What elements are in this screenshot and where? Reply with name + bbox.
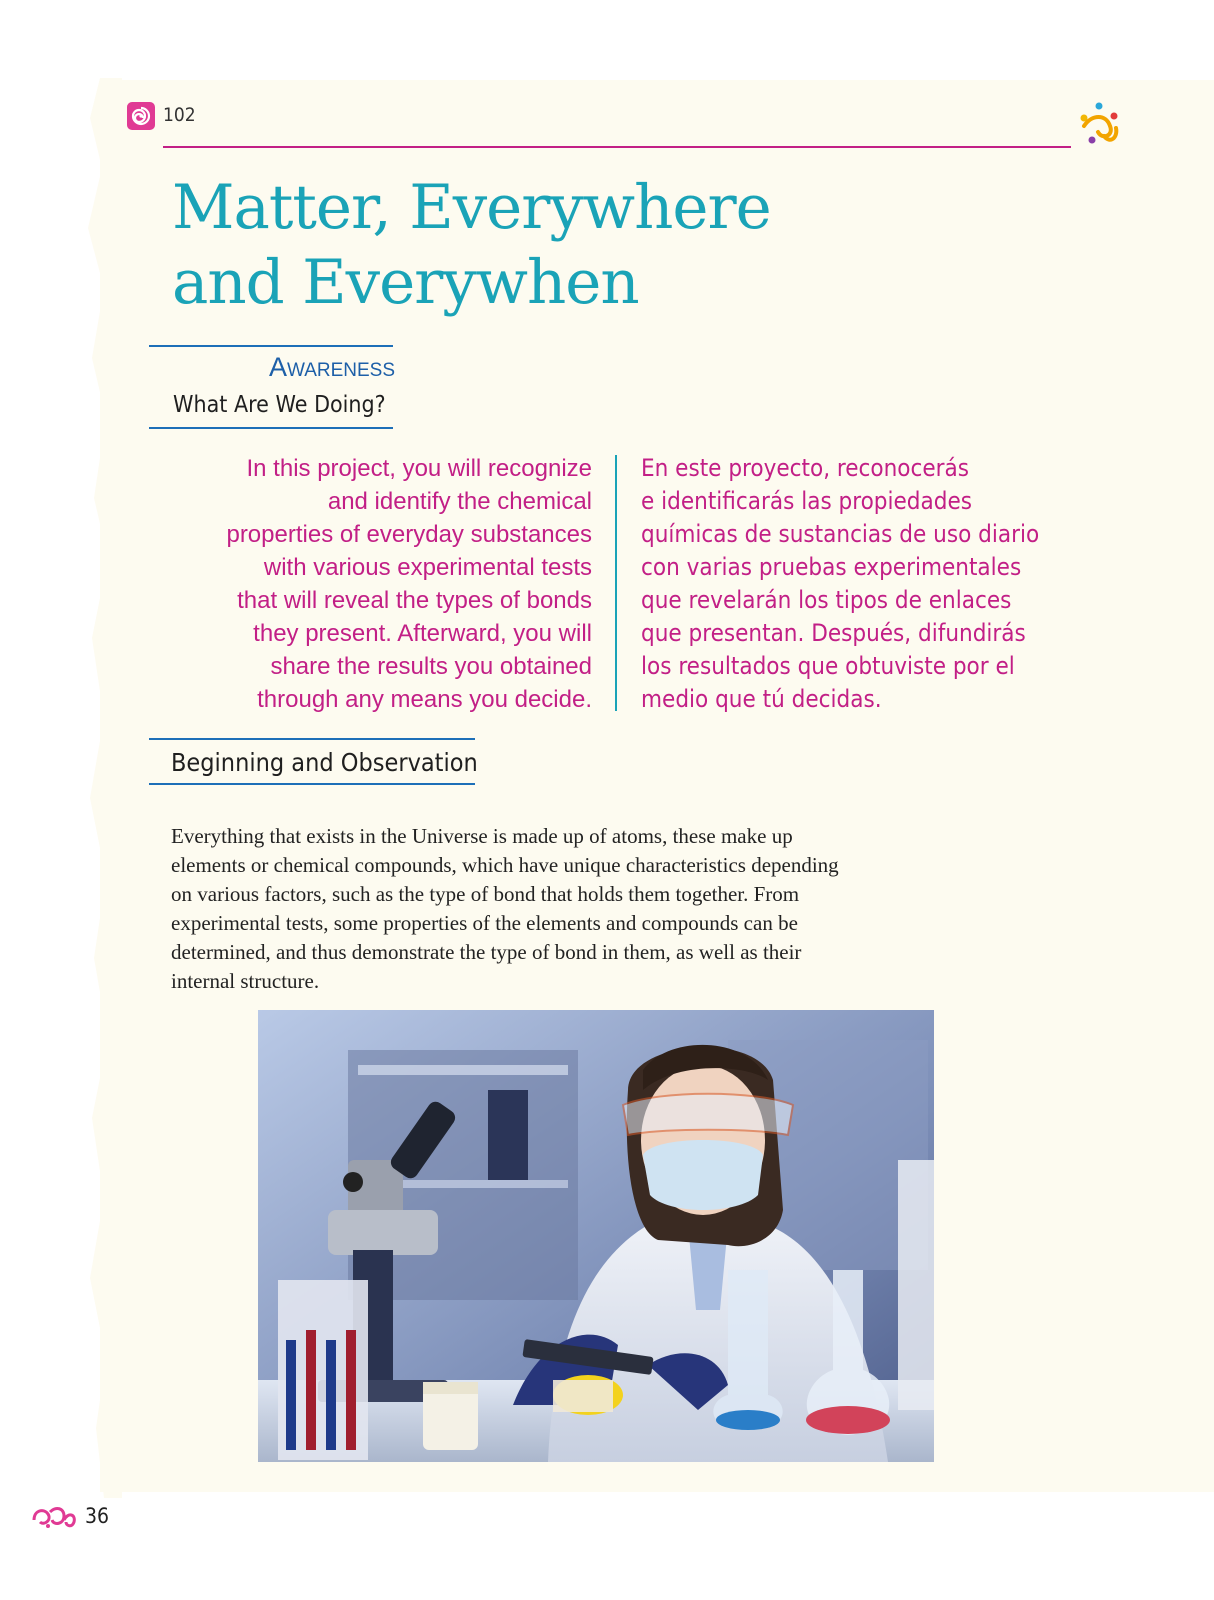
intro-es-line: químicas de sustancias de uso diario xyxy=(641,520,1040,548)
intro-es-line: que presentan. Después, difundirás xyxy=(641,619,1026,647)
column-divider xyxy=(615,455,617,711)
intro-en-line: and identify the chemical xyxy=(327,488,592,515)
spiral-glyph-icon xyxy=(126,101,156,131)
intro-spanish xyxy=(641,452,1061,716)
decorative-glyph-icon xyxy=(30,1502,78,1532)
page-title xyxy=(172,170,771,320)
lab-scientist-photo xyxy=(258,1010,934,1462)
intro-english xyxy=(190,452,592,716)
intro-es-line: con varias pruebas experimentales xyxy=(641,553,1022,581)
title-line-2: and Everywhen xyxy=(172,247,639,318)
intro-en-line: through any means you decide. xyxy=(257,686,592,713)
intro-es-line: los resultados que obtuviste por el xyxy=(641,652,1015,680)
intro-en-line: that will reveal the types of bonds xyxy=(237,587,592,614)
intro-en-line: they present. Afterward, you will xyxy=(253,620,592,647)
section-heading: Beginning and Observation xyxy=(171,748,478,777)
section-top-rule xyxy=(149,738,475,740)
intro-en-line: share the results you obtained xyxy=(270,653,592,680)
header-page-ref: 102 xyxy=(163,104,196,126)
awareness-label: Awareness xyxy=(268,352,395,382)
awareness-top-rule xyxy=(149,345,393,347)
title-line-1: Matter, Everywhere xyxy=(172,172,771,243)
torn-paper-edge xyxy=(82,78,122,1498)
awareness-subheading: What Are We Doing? xyxy=(173,392,386,418)
page-number: 36 xyxy=(85,1504,110,1528)
intro-en-line: In this project, you will recognize xyxy=(246,455,592,482)
header-rule xyxy=(163,146,1071,148)
awareness-bottom-rule xyxy=(149,427,393,429)
intro-es-line: medio que tú decidas. xyxy=(641,685,882,713)
intro-es-line: que revelarán los tipos de enlaces xyxy=(641,586,1012,614)
intro-es-line: e identificarás las propiedades xyxy=(641,487,972,515)
intro-en-line: with various experimental tests xyxy=(263,554,592,581)
community-logo-icon xyxy=(1074,100,1128,154)
section-body: Everything that exists in the Universe is made up of atoms, these make up elements or chemical compounds, which have unique characteristics depending on various factors, such as the type of bond that holds them together. From experimental tests, some properties of the elements and compounds can be determined, and thus demonstrate the type of bond in them, as well as their internal structure. xyxy=(171,824,839,993)
intro-es-line: En este proyecto, reconocerás xyxy=(641,454,970,482)
section-bottom-rule xyxy=(149,783,475,785)
intro-en-line: properties of everyday substances xyxy=(226,521,592,548)
